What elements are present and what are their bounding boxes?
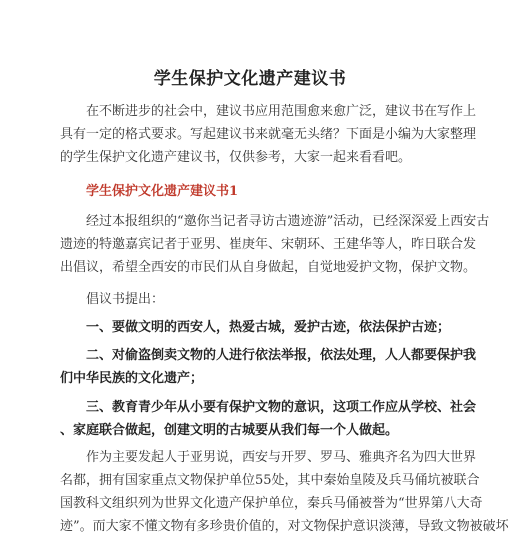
proposal-intro: 倡议书提出： <box>86 292 165 307</box>
paragraph-line: 名都，拥有国家重点文物保护单位55处，其中秦始皇陵及兵马俑坑被联合 <box>60 473 480 488</box>
intro-line: 具有一定的格式要求。写起建议书来就毫无头绪？下面是小编为大家整理 <box>60 127 477 142</box>
paragraph-line: 迹”。而大家不懂文物有多珍贵价值的，对文物保护意识淡薄，导致文物被破坏 <box>60 519 509 534</box>
intro-paragraph <box>60 100 477 169</box>
proposal-point-2: 二、对偷盗倒卖文物的人进行依法举报，依法处理，人人都要保护我 们中华民族的文化遗产； <box>60 348 477 386</box>
document-title: 学生保护文化遗产建议书 <box>153 69 347 89</box>
proposal-point-3: 三、教育青少年从小要有保护文物的意识，这项工作应从学校、社会 、家庭联合做起，创建文明的古城要从我们每一个人做起。 <box>60 400 477 438</box>
paragraph-2 <box>60 446 509 538</box>
intro-line: 的学生保护文化遗产建议书，仅供参考，大家一起来看看吧。 <box>60 150 412 165</box>
paragraph-line: 作为主要发起人于亚男说，西安与开罗、罗马、雅典齐名为四大世界 <box>86 450 477 465</box>
section-heading: 学生保护文化遗产建议书1 <box>86 184 239 199</box>
proposal-point-1: 一、要做文明的西安人，热爱古城，爱护古迹，依法保护古迹； <box>86 320 451 335</box>
paragraph-line: 遗迹的特邀嘉宾记者于亚男、崔庚年、宋朝环、王建华等人，昨日联合发 <box>60 237 477 252</box>
paragraph-line: 国教科文组织列为世界文化遗产保护单位，秦兵马俑被誉为“世界第八大奇 <box>60 496 483 511</box>
paragraph-line: 经过本报组织的“邀你当记者寻访古遗迹游”活动，已经深深爱上西安古 <box>86 214 490 229</box>
paragraph-1 <box>60 210 490 279</box>
intro-line: 在不断进步的社会中，建议书应用范围愈来愈广泛，建议书在写作上 <box>86 104 477 119</box>
paragraph-line: 出倡议，希望全西安的市民们从自身做起，自觉地爱护文物，保护文物。 <box>60 260 477 275</box>
